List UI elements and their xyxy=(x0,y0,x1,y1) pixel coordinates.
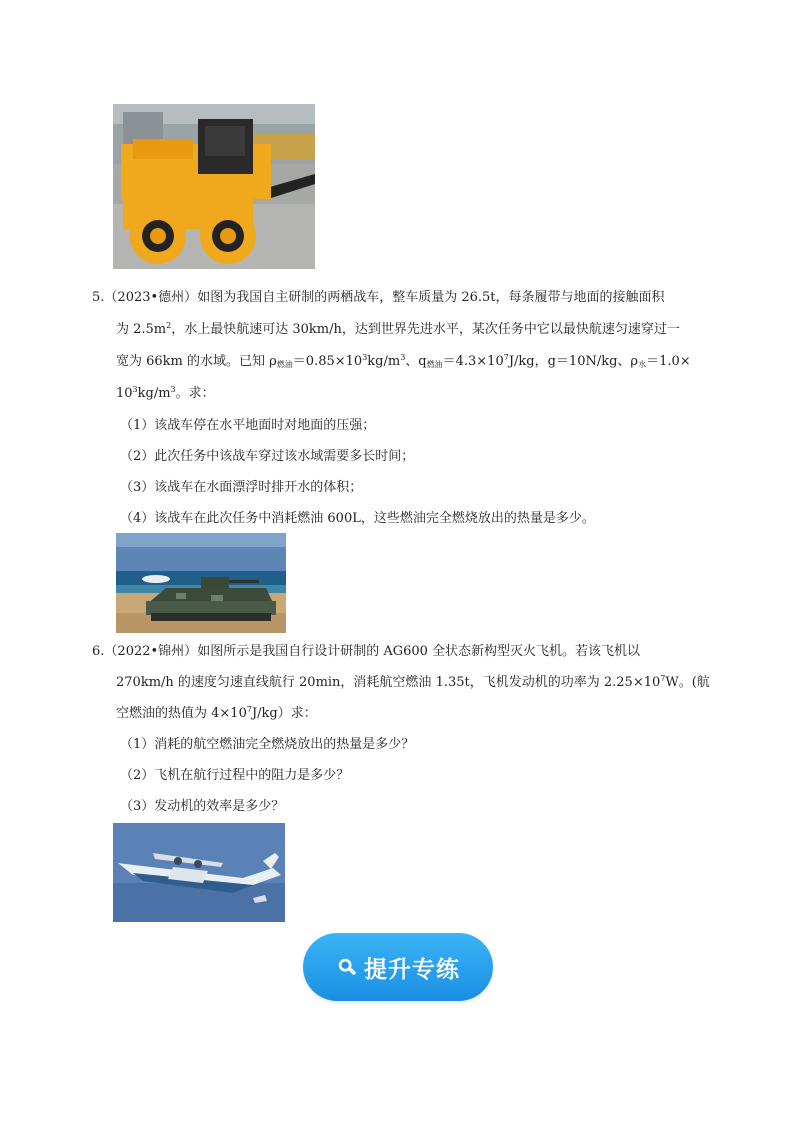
question-5-line-4: $10^3kg/m^3$。求： xyxy=(116,385,215,401)
question-5-line-1: 5.（2023•德州）如图为我国自主研制的两栖战车，整车质量为 26.5t，每条履带与地面的接触面积 xyxy=(92,290,665,305)
sub-question: （1）消耗的航空燃油完全燃烧放出的热量是多少？ xyxy=(120,737,415,752)
sub-question: （1）该战车停在水平地面时对地面的压强； xyxy=(120,418,376,433)
road-roller-image xyxy=(113,104,315,269)
question-number: 6 xyxy=(92,644,101,659)
practice-button[interactable] xyxy=(303,933,493,1001)
question-source: （2022•锦州） xyxy=(104,644,198,659)
question-6-line-3: 空燃油的热值为 $4\times 10^7J/kg$）求： xyxy=(116,705,317,721)
question-5-line-3: 宽为 66km 的水域。已知 $\rho_{燃油}=0.85\times 10^3kg/m^3$、$q_{燃油}=4.3\times 10^7J/kg$，g＝10N/kg、$\rho_水=1.0\times$ xyxy=(116,353,691,369)
sub-question: （4）该战车在此次任务中消耗燃油 600L，这些燃油完全燃烧放出的热量是多少。 xyxy=(120,511,595,526)
question-source: （2023•德州） xyxy=(104,290,198,305)
question-5-line-2: 为 $2.5m^2$，水上最快航速可达 30km/h，达到世界先进水平，某次任务中它以最快航速匀速穿过一 xyxy=(116,321,680,337)
sub-question: （3）该战车在水面漂浮时排开水的体积； xyxy=(120,480,363,495)
sub-question: （3）发动机的效率是多少？ xyxy=(120,799,285,814)
search-icon xyxy=(336,956,358,978)
practice-button-label: 提升专练 xyxy=(364,956,460,983)
sub-question: （2）此次任务中该战车穿过该水域需要多长时间； xyxy=(120,449,415,464)
question-stem: 如图所示是我国自行设计研制的 AG600 全状态新构型灭火飞机。若该飞机以 xyxy=(197,644,641,659)
seaplane-image xyxy=(113,823,285,922)
sub-question: （2）飞机在航行过程中的阻力是多少？ xyxy=(120,768,350,783)
question-number: 5 xyxy=(92,290,101,305)
question-stem: 如图为我国自主研制的两栖战车，整车质量为 26.5t，每条履带与地面的接触面积 xyxy=(197,290,665,305)
amphibious-vehicle-image xyxy=(116,533,286,633)
question-6-line-1: 6.（2022•锦州）如图所示是我国自行设计研制的 AG600 全状态新构型灭火飞机。若该飞机以 xyxy=(92,644,641,659)
question-6-line-2: 270km/h 的速度匀速直线航行 20min，消耗航空燃油 1.35t，飞机发动机的功率为 $2.25\times 10^7W$。(航 xyxy=(116,674,710,690)
